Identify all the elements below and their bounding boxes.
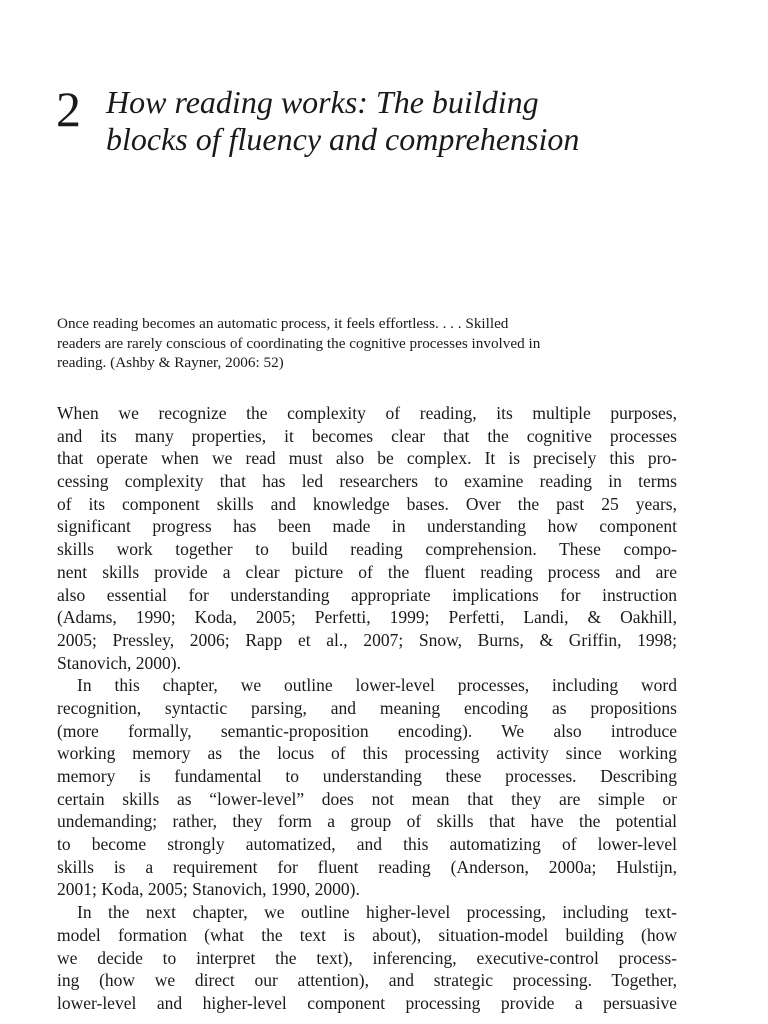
epigraph-quote — [57, 314, 677, 373]
text-line: In this chapter, we outline lower-level processes, including word — [77, 675, 677, 696]
text-line: skills work together to build reading comprehension. These compo- — [57, 539, 677, 560]
text-line: cessing complexity that has led researchers to examine reading in terms — [57, 471, 677, 492]
chapter-title-line: How reading works: The building — [106, 84, 539, 120]
text-line: undemanding; rather, they form a group of skills that have the potential — [57, 811, 677, 832]
chapter-title-line: blocks of fluency and comprehension — [106, 121, 580, 157]
text-line: of its component skills and knowledge bases. Over the past 25 years, — [57, 493, 677, 514]
text-line: (Adams, 1990; Koda, 2005; Perfetti, 1999; Perfetti, Landi, & Oakhill, — [57, 607, 677, 628]
text-line: When we recognize the complexity of reading, its multiple purposes, — [57, 403, 677, 423]
chapter-number: 2 — [56, 81, 81, 137]
text-line: skills is a requirement for fluent reading (Anderson, 2000a; Hulstijn, — [57, 856, 677, 877]
text-line: model formation (what the text is about), situation-model building (how — [57, 924, 677, 945]
text-line: recognition, syntactic parsing, and meaning encoding as propositions — [57, 697, 677, 718]
text-line: In the next chapter, we outline higher-level processing, including text- — [77, 902, 677, 923]
text-line: also essential for understanding appropriate implications for instruction — [57, 584, 677, 605]
epigraph-line: Once reading becomes an automatic process, it feels effortless. . . . Skilled — [57, 315, 509, 332]
epigraph-line: reading. (Ashby & Rayner, 2006: 52) — [57, 354, 284, 371]
text-line: (more formally, semantic-proposition encoding). We also introduce — [57, 720, 677, 741]
text-line: 2005; Pressley, 2006; Rapp et al., 2007; Snow, Burns, & Griffin, 1998; — [57, 629, 677, 650]
text-line: and its many properties, it becomes clear that the cognitive processes — [57, 425, 677, 446]
text-line: certain skills as “lower-level” does not mean that they are simple or — [57, 788, 677, 809]
text-line: Stanovich, 2000). — [57, 652, 181, 673]
text-line: to become strongly automatized, and this automatizing of lower-level — [57, 834, 677, 855]
text-line: working memory as the locus of this processing activity since working — [57, 743, 677, 764]
text-line: memory is fundamental to understanding these processes. Describing — [57, 766, 677, 786]
text-line: significant progress has been made in understanding how component — [57, 516, 677, 537]
chapter-title — [106, 84, 726, 158]
text-line: that operate when we read must also be complex. It is precisely this pro- — [57, 448, 677, 469]
text-line: lower-level and higher-level component processing provide a persuasive — [57, 992, 677, 1013]
text-line: ing (how we direct our attention), and strategic processing. Together, — [57, 970, 677, 991]
text-line: 2001; Koda, 2005; Stanovich, 1990, 2000). — [57, 879, 360, 900]
text-line: we decide to interpret the text), inferencing, executive-control process- — [57, 947, 677, 968]
body-text — [57, 402, 677, 1015]
text-line: nent skills provide a clear picture of the fluent reading process and are — [57, 561, 677, 582]
epigraph-line: readers are rarely conscious of coordinating the cognitive processes involved in — [57, 334, 541, 352]
